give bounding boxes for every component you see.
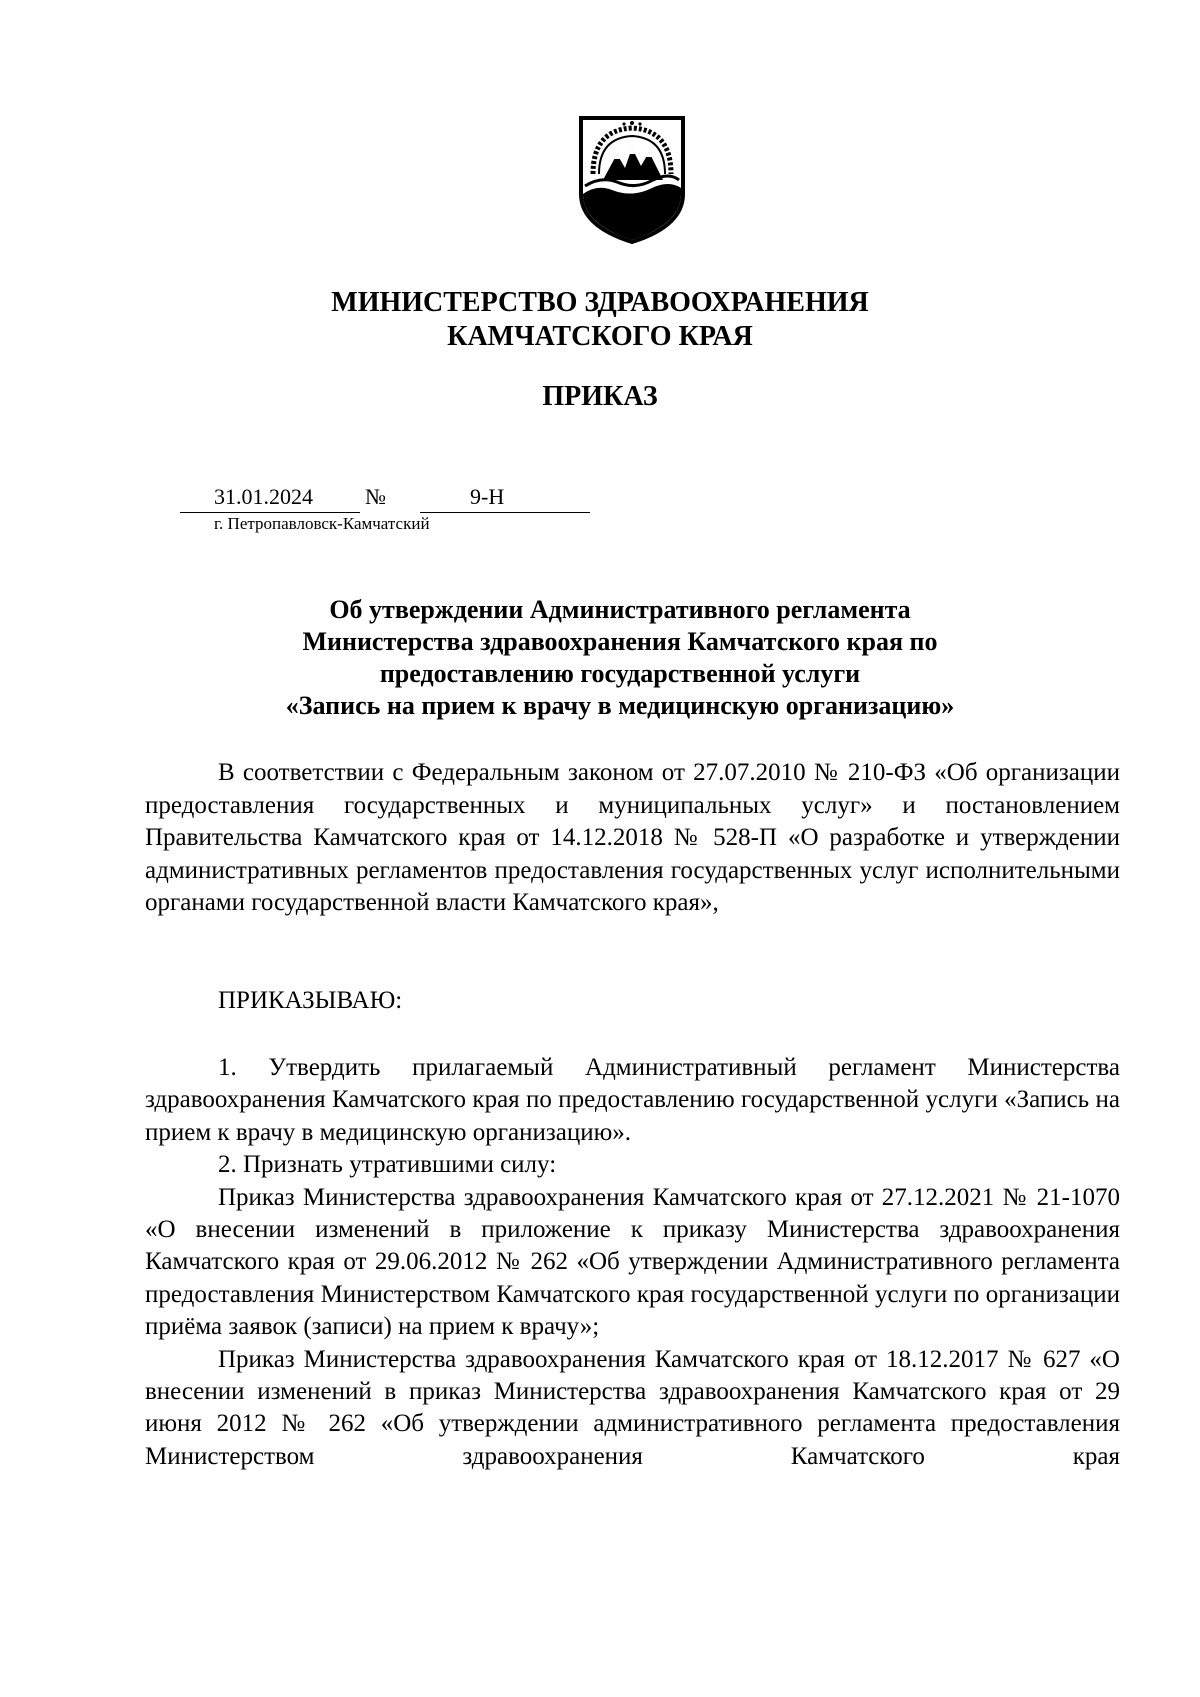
order-item-1: 1. Утвердить прилагаемый Административный регламент Министерства здравоохранения Камчатского края по предоставлению государственной услуги «Запись на прием к врачу в медицинскую организацию». bbox=[145, 1054, 1120, 1146]
preamble-paragraph: В соответствии с Федеральным законом от 27.07.2010 № 210-ФЗ «Об организации предоставления государственных и муниципальных услуг» и постановлением Правительства Камчатского края от 14.12.2018 № 528-П «О разработке и утверждении административных регламентов предоставления государственных услуг исполнительными органами государственной власти Камчатского края», bbox=[145, 759, 1120, 917]
subject-line3: предоставлению государственной услуги bbox=[379, 659, 861, 688]
order-number-sign: № bbox=[365, 484, 386, 509]
order-meta bbox=[180, 484, 590, 514]
order-item-2: 2. Признать утратившими силу: bbox=[218, 1151, 557, 1179]
order-subject bbox=[200, 594, 1040, 722]
subject-line1: Об утверждении Административного регламента bbox=[329, 595, 911, 624]
repealed-order-1: Приказ Министерства здравоохранения Камчатского края от 27.12.2021 № 21-1070 «О внесении изменений в приложение к приказу Министерства здравоохранения Камчатского края от 29.06.2012 № 262 «Об утверждении Административного регламента предоставления Министерством Камчатского края государственной услуги по организации приёма заявок (записи) на прием к врачу»; bbox=[145, 1183, 1120, 1341]
ministry-title bbox=[0, 286, 1200, 354]
order-number: 9-Н bbox=[470, 484, 505, 509]
ministry-title-line1: МИНИСТЕРСТВО ЗДРАВООХРАНЕНИЯ bbox=[331, 287, 869, 318]
number-underline bbox=[420, 512, 590, 513]
repealed-order-2: Приказ Министерства здравоохранения Камчатского края от 18.12.2017 № 627 «О внесении изменений в приказ Министерства здравоохранения Камчатского края от 29 июня 2012 № 262 «Об утверждении административного регламента предоставления Министерством здравоохранения Камчатского края bbox=[145, 1345, 1120, 1470]
order-city: г. Петропавловск-Камчатский bbox=[214, 514, 430, 533]
subject-line2: Министерства здравоохранения Камчатского края по bbox=[302, 627, 938, 656]
order-items bbox=[145, 1052, 1120, 1473]
ministry-title-line2: КАМЧАТСКОГО КРАЯ bbox=[447, 321, 753, 352]
subject-line4: «Запись на прием к врачу в медицинскую организацию» bbox=[285, 691, 955, 720]
order-title: ПРИКАЗ bbox=[542, 381, 658, 412]
order-date: 31.01.2024 bbox=[214, 484, 313, 509]
coat-of-arms-icon bbox=[577, 114, 687, 246]
preamble-block bbox=[145, 757, 1120, 920]
order-directive-word: ПРИКАЗЫВАЮ: bbox=[218, 987, 403, 1014]
